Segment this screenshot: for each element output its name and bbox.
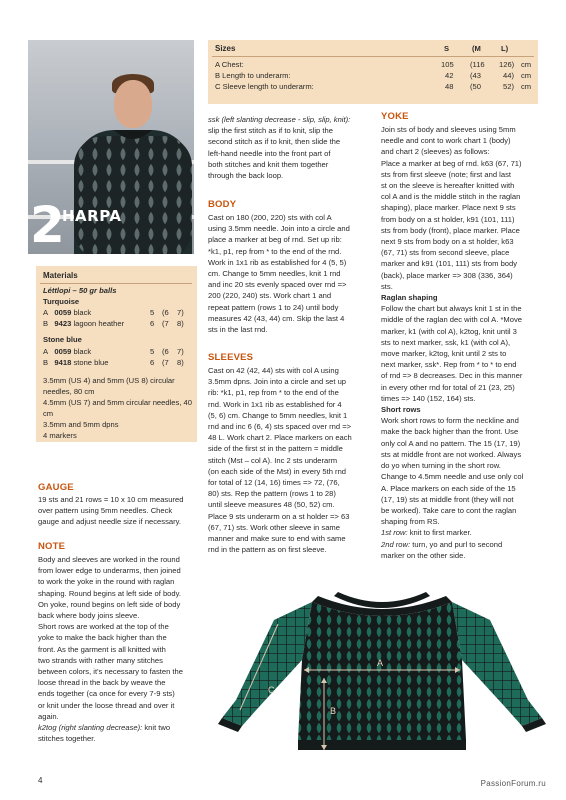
size-m-header: (M [472, 44, 481, 53]
turquoise-row: B 9423 lagoon heather 6 (7 8) [43, 319, 184, 328]
sweater-body [298, 602, 466, 740]
sleeves-title: SLEEVES [208, 352, 254, 363]
needles-1: 3.5mm (US 4) and 5mm (US 8) circular needles, 80 cm [43, 376, 175, 397]
measure-label-a: A [377, 658, 384, 668]
gauge-line: gauge and adjust needle size if necessary. [38, 517, 181, 526]
gauge-line: over pattern using 5mm needles. Check [38, 506, 173, 515]
note-title: NOTE [38, 541, 66, 552]
left-sleeve [222, 602, 312, 726]
right-sleeve [452, 602, 542, 726]
size-l-header: L) [501, 44, 509, 53]
needles-3: 3.5mm and 5mm dpns [43, 420, 119, 429]
turquoise-heading: Turquoise [43, 297, 80, 306]
materials-title: Materials [43, 271, 78, 280]
sweater-on-model [74, 130, 192, 254]
gauge-title: GAUGE [38, 482, 74, 493]
needles-2: 4.5mm (US 7) and 5mm circular needles, 40 cm [43, 398, 192, 419]
sleeves-text: Cast on 42 (42, 44) sts with col A using 3.5mm dpns. Join into a circle and set up rib: *k1, p1, rep from * to the end of the rnd. Work in 1x1 rib as established for 4 (5, 6) cm. Change to 5mm needles, knit 1 rnd and inc 6 (6, 4) sts spaced over rnd => 48 L. Work chart 2. Place markers on each side of the first st in the pattern = middle stitch (Mst – col A). Inc 2 sts underarm (on each side of the Mst) in every 5th rnd for total of 12 (14, 16) times => 72, (76, 80) sts. Rep the pattern (rows 1 to 28) until sleeve measures 48 (50, 52) cm. Place 9 sts underarm on a st holder => 63 (67, 71) sts. Work other sleeve in same manner and make sure to end with same rnd in the pattern as on first sleeve. [208, 366, 352, 555]
measure-label-c: C [268, 685, 275, 695]
measure-label-b: B [330, 706, 337, 716]
ssk-section: ssk (left slanting decrease - slip, slip, knit): slip the first stitch as if to knit, slip the second stitch as if to knit, then slide the left-hand needle into the front part of both stitches and knit them together through the back loop. [208, 115, 351, 181]
turquoise-row: A 0059 black 5 (6 7) [43, 308, 184, 317]
size-row-chest: A Chest: 105 (116 126) cm [215, 60, 532, 69]
pattern-name: HARPA [62, 207, 122, 225]
sweater-diagram [214, 590, 550, 760]
short-rows-title: Short rows [381, 405, 421, 415]
stone-row: A 0059 black 5 (6 7) [43, 347, 184, 356]
sizes-title: Sizes [215, 44, 236, 53]
size-row-sleeve: C Sleeve length to underarm: 48 (50 52) cm [215, 82, 532, 91]
stone-row: B 9418 stone blue 6 (7 8) [43, 358, 184, 367]
size-row-length: B Length to underarm: 42 (43 44) cm [215, 71, 532, 80]
body-title: BODY [208, 199, 237, 210]
watermark: PassionForum.ru [480, 779, 546, 788]
materials-box [36, 266, 197, 442]
model-face [114, 80, 152, 128]
note-body: Body and sleeves are worked in the round from lower edge to underarms, then joined to work the yoke in the round with raglan shaping. Round begins at left side of body. On yoke, round begins on left side of body back where body joins sleeve. Short rows are worked at the top of the yoke to make the back higher than the front. As the garment is all knitted with two strands with rather many stitches between colors, it's necessary to fasten the loose thread in the back by weave the ends together (ca once for every 7-9 sts) or knit under the loose thread and over it again. k2tog (right slanting decrease): knit two stitches together. [38, 555, 183, 744]
size-s-header: S [444, 44, 450, 53]
yarn-name: Léttlopi – 50 gr balls [43, 286, 117, 295]
body-text: Cast on 180 (200, 220) sts with col A using 3.5mm needle. Join into a circle and place a marker at beg of rnd. Set up rib: *k1, p1, rep from * to the end of the rnd. Work in 1x1 rib as established for 4 (5, 5) cm. Change to 5mm needles, knit 1 rnd and inc 20 sts evenly spaced over rnd => 200 (220, 240) sts. Work chart 1 and repeat pattern (rows 1 to 24) until body measures 42 (43, 44) cm. Skip the last 4 sts in the last rnd. [208, 213, 350, 335]
yoke-title: YOKE [381, 111, 409, 122]
raglan-title: Raglan shaping [381, 293, 438, 303]
gauge-line: 19 sts and 21 rows = 10 x 10 cm measured [38, 495, 184, 504]
model-photo [28, 40, 194, 254]
stone-heading: Stone blue [43, 335, 82, 344]
markers: 4 markers [43, 431, 77, 440]
page-number: 4 [38, 776, 43, 785]
yoke-text: Join sts of body and sleeves using 5mm needle and cont to work chart 1 (body) and chart 2 (sleeves) as follows: Place a marker at beg of rnd. k63 (67, 71) sts from first sleeve (note; first and last st on the sleeve is hereafter knitted with col A and is the middle stitch in the raglan shaping), place marker. Place next 9 sts from body on a st holder, k91 (101, 111) sts from body (front), place marker. Place next 9 sts from body on a st holder, k63 (67, 71) sts from second sleeve, place marker and k91 (101, 111) sts from body (back), place marker => 308 (336, 364) sts. Raglan shaping Follow the chart but always knit 1 st in the middle of the raglan dec with col A. *Move marker, k1 (with col A), k2tog, knit until 3 sts to next marker, ssk, k1 (with col A), move marker, k2tog, knit until 2 sts to next marker, ssk*. Rep from * to * to end of rnd => 8 decreases. Dec in this manner in every other rnd for total of 21 (23, 25) times => 140 (152, 164) sts. Short rows Work short rows to form the neckline and make the back higher than the front. Use only col A and no pattern. The 15 (17, 19) sts at middle front are not worked. Always do yo when turning in the short row. Change to 4.5mm needle and use only col A. Place markers on each side of the 15 (17, 19) sts at middle front (they will not be worked). Take care to cont the raglan shaping from RS. 1st row: knit to first marker. 2nd row: turn, yo and purl to second marker on the other side. [381, 124, 549, 561]
pattern-number: 2 [30, 196, 65, 254]
sizes-box [208, 40, 538, 104]
